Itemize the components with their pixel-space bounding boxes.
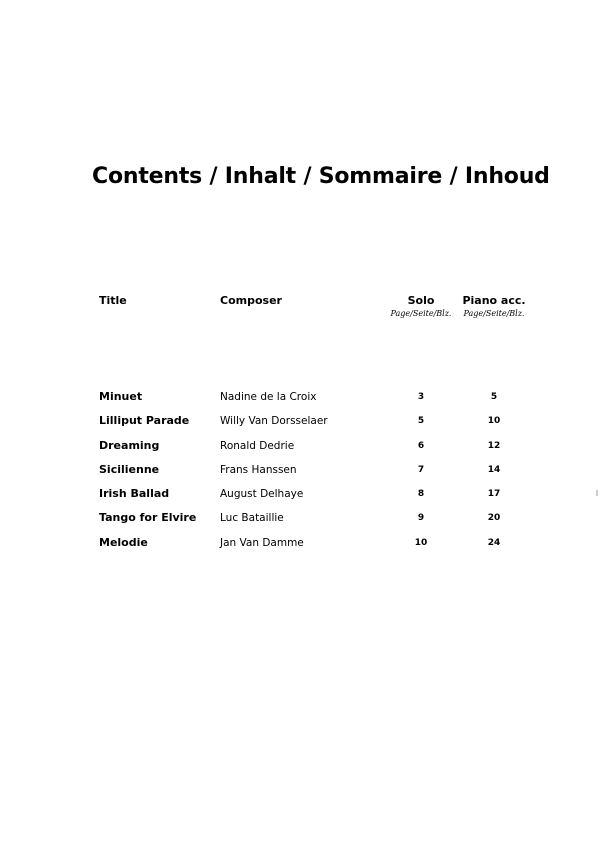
piece-title: Dreaming xyxy=(99,438,160,452)
solo-page-number: 3 xyxy=(417,392,425,402)
contents-row xyxy=(0,390,600,414)
piano-page-number: 5 xyxy=(490,392,498,402)
solo-page-number: 7 xyxy=(417,464,425,475)
piece-composer: Jan Van Damme xyxy=(220,536,304,549)
piece-composer: Luc Bataillie xyxy=(220,512,284,525)
piece-composer: August Delhaye xyxy=(220,488,304,501)
contents-row xyxy=(0,511,600,535)
piece-title: Melodie xyxy=(99,535,148,549)
piano-page-number: 10 xyxy=(487,416,501,427)
column-header-piano xyxy=(454,294,534,318)
piece-composer: Nadine de la Croix xyxy=(220,391,317,403)
column-header-title: Title xyxy=(99,294,127,307)
piece-title: Irish Ballad xyxy=(99,487,170,501)
solo-page-number: 8 xyxy=(417,489,425,500)
column-header-piano-label: Piano acc. xyxy=(462,294,526,307)
column-header-solo-label: Solo xyxy=(407,294,435,307)
piece-title: Lilliput Parade xyxy=(99,414,190,428)
page-title: Contents / Inhalt / Sommaire / Inhoud xyxy=(92,164,550,189)
piece-composer: Willy Van Dorsselaer xyxy=(220,415,328,428)
piano-page-number: 17 xyxy=(487,489,501,500)
piece-composer: Ronald Dedrie xyxy=(220,439,295,452)
contents-row xyxy=(0,487,600,511)
piece-title: Sicilienne xyxy=(99,462,160,476)
column-header-solo xyxy=(381,294,461,318)
piano-page-number: 24 xyxy=(487,537,501,548)
scan-mark xyxy=(596,490,598,496)
contents-list xyxy=(0,390,600,560)
piece-title: Minuet xyxy=(99,390,143,403)
column-header-composer: Composer xyxy=(220,294,282,307)
contents-row xyxy=(0,536,600,560)
piano-page-number: 20 xyxy=(487,513,501,524)
piece-composer: Frans Hanssen xyxy=(220,463,297,476)
column-header-solo-page-note: Page/Seite/Blz. xyxy=(390,309,452,318)
solo-page-number: 5 xyxy=(417,416,425,427)
solo-page-number: 10 xyxy=(414,537,428,548)
piano-page-number: 14 xyxy=(487,464,501,475)
contents-row xyxy=(0,439,600,463)
contents-row xyxy=(0,414,600,438)
solo-page-number: 6 xyxy=(417,440,425,451)
piece-title: Tango for Elvire xyxy=(99,511,197,525)
piano-page-number: 12 xyxy=(487,440,501,451)
column-header-piano-page-note: Page/Seite/Blz. xyxy=(463,309,525,318)
solo-page-number: 9 xyxy=(417,513,425,524)
contents-row xyxy=(0,463,600,487)
